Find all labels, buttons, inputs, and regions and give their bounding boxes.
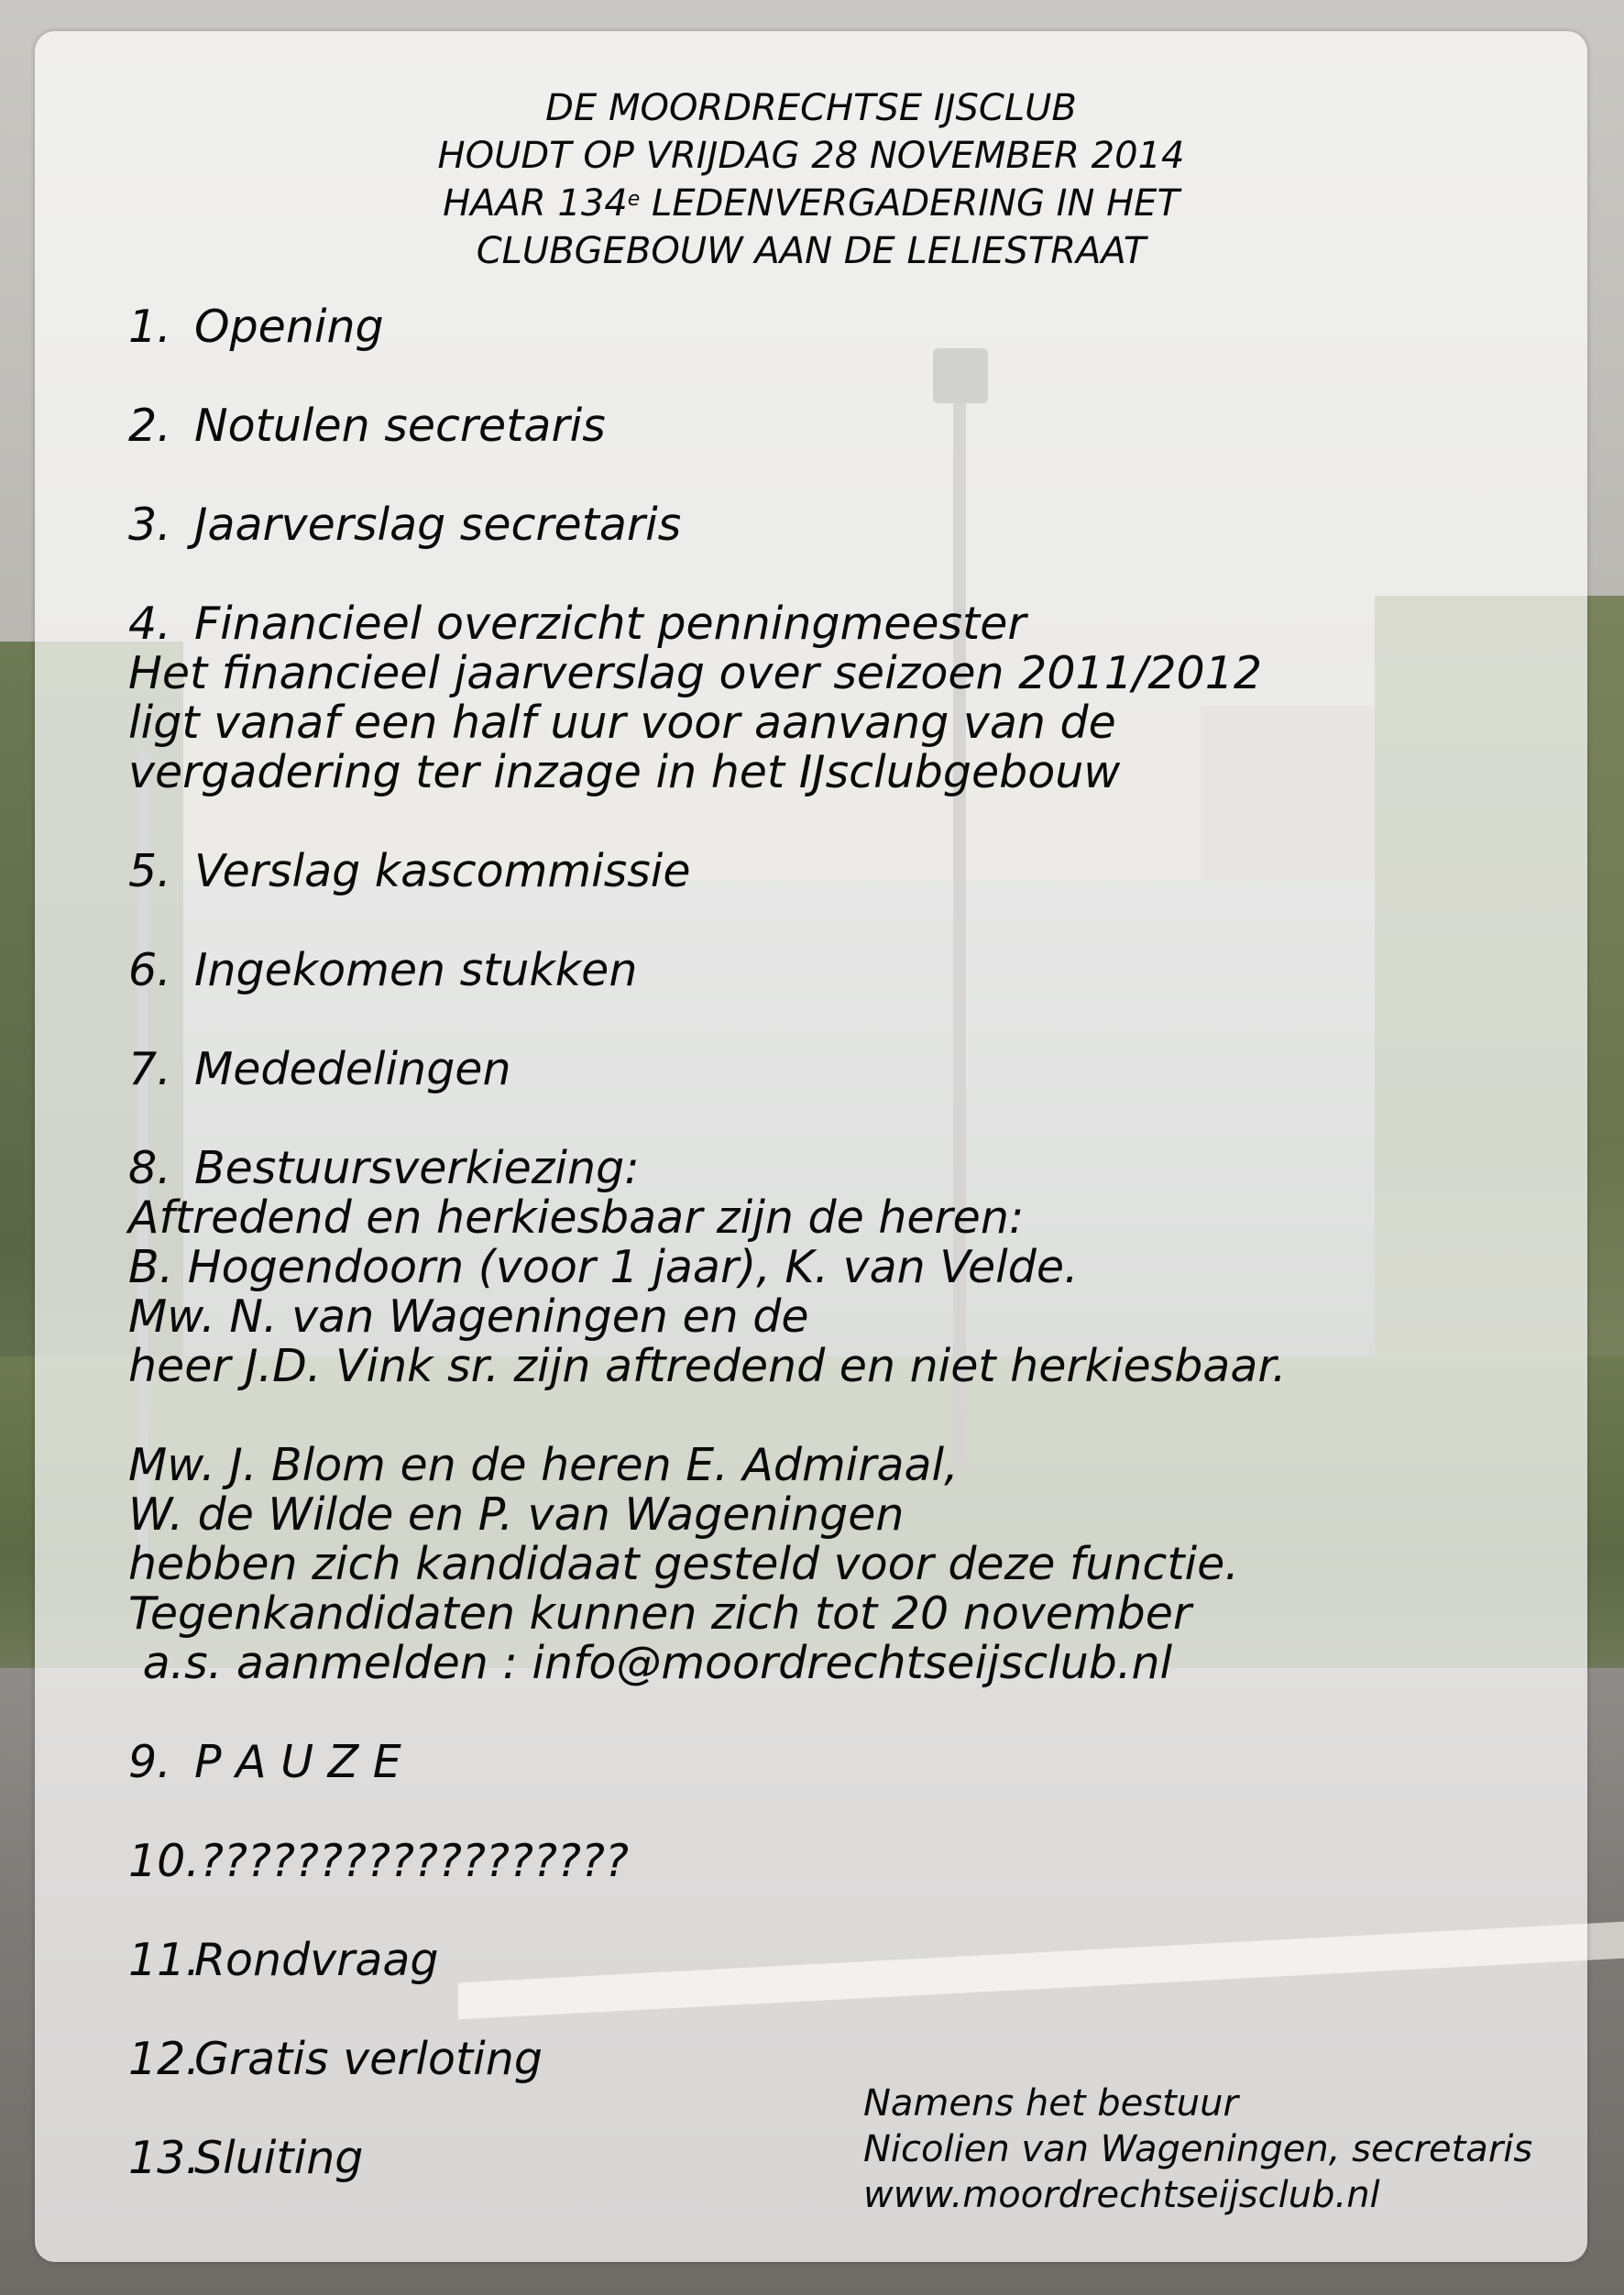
kandidaten-line: W. de Wilde en P. van Wageningen (128, 1488, 905, 1541)
verkiezing-line: Aftredend en herkiesbaar zijn de heren: (128, 1191, 1025, 1244)
verkiezing-line: B. Hogendoorn (voor 1 jaar), K. van Velde. (128, 1241, 1079, 1293)
signature-line-1: Namens het bestuur (863, 2082, 1238, 2125)
agenda-item-financieel: 4. Financieel overzicht penningmeester (128, 598, 1026, 650)
agenda-item-mededelingen: 7. Mededelingen (128, 1043, 511, 1095)
kandidaten-line: hebben zich kandidaat gesteld voor deze functie. (128, 1538, 1239, 1590)
kandidaten-line-email: a.s. aanmelden : info@moordrechtseijsclub.nl (128, 1637, 1173, 1689)
agenda-item-opening: 1. Opening (128, 301, 384, 353)
agenda-item-10: 10.?????????????????? (128, 1835, 630, 1887)
agenda-item-ingekomen: 6. Ingekomen stukken (128, 944, 638, 996)
header-line-1: DE MOORDRECHTSE IJSCLUB (545, 87, 1077, 129)
financieel-note-line: ligt vanaf een half uur voor aanvang van de (128, 697, 1116, 749)
header-line-4: CLUBGEBOUW AAN DE LELIESTRAAT (476, 230, 1147, 272)
agenda-item-bestuursverkiezing: 8. Bestuursverkiezing: (128, 1142, 640, 1194)
announcement-header (55, 84, 1567, 275)
financieel-note-line: vergadering ter inzage in het IJsclubgebouw (128, 746, 1121, 798)
agenda-item-jaarverslag: 3. Jaarverslag secretaris (128, 499, 682, 551)
kandidaten-line: Mw. J. Blom en de heren E. Admiraal, (128, 1439, 959, 1491)
agenda-item-sluiting: 13.Sluiting (128, 2132, 364, 2184)
agenda-list (128, 302, 1558, 2183)
header-line-3: HAAR 134e LEDENVERGADERING IN HET (443, 182, 1180, 225)
kandidaten-line: Tegenkandidaten kunnen zich tot 20 november (128, 1587, 1192, 1640)
signature-block (863, 2081, 1532, 2218)
agenda-item-rondvraag: 11.Rondvraag (128, 1934, 439, 1986)
signature-line-2: Nicolien van Wageningen, secretaris (863, 2128, 1533, 2170)
agenda-item-verloting: 12.Gratis verloting (128, 2033, 543, 2085)
agenda-item-kascommissie: 5. Verslag kascommissie (128, 845, 691, 897)
agenda-item-pauze: 9. P A U Z E (128, 1736, 401, 1788)
verkiezing-line: heer J.D. Vink sr. zijn aftredend en niet herkiesbaar. (128, 1340, 1287, 1392)
header-line-2: HOUDT OP VRIJDAG 28 NOVEMBER 2014 (437, 135, 1185, 177)
financieel-note-line: Het financieel jaarverslag over seizoen 2011/2012 (128, 647, 1263, 699)
agenda-item-notulen: 2. Notulen secretaris (128, 400, 606, 452)
verkiezing-line: Mw. N. van Wageningen en de (128, 1290, 809, 1343)
website-text: www.moordrechtseijsclub.nl (863, 2174, 1380, 2216)
